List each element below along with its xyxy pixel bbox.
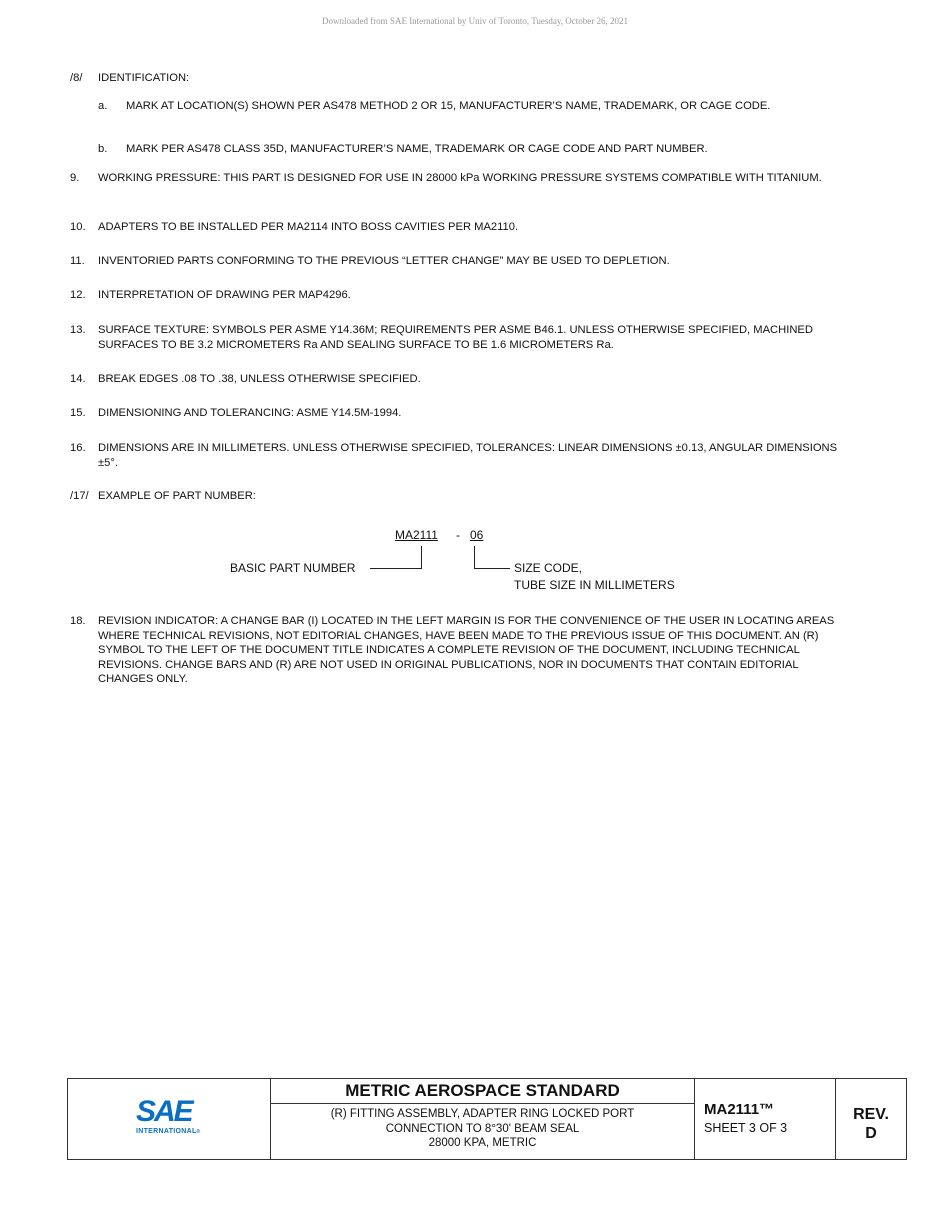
size-code-description: TUBE SIZE IN MILLIMETERS [514, 578, 675, 592]
note-text: DIMENSIONS ARE IN MILLIMETERS. UNLESS OTHERWISE SPECIFIED, TOLERANCES: LINEAR DIMENSIONS ±0.13, ANGULAR DIMENSIONS ±5°. [98, 442, 838, 469]
note-number: 16. [70, 442, 86, 454]
revision-block [836, 1105, 906, 1143]
note-text: REVISION INDICATOR: A CHANGE BAR (I) LOCATED IN THE LEFT MARGIN IS FOR THE CONVENIENCE OF THE USER IN LOCATING AREAS WHERE TECHNICAL REVISIONS, NOT EDITORIAL CHANGES, HAVE BEEN MADE TO THE PREVIOUS ISSUE OF THIS DOCUMENT. AN (R) SYMBOL TO THE LEFT OF THE DOCUMENT TITLE INDICATES A COMPLETE REVISION OF THE DOCUMENT, INCLUDING TECHNICAL REVISIONS. CHANGE BARS AND (R) ARE NOT USED IN ORIGINAL PUBLICATIONS, NOR IN DOCUMENTS THAT CONTAIN EDITORIAL CHANGES ONLY. [98, 615, 835, 685]
note-number: /8/ [70, 72, 83, 84]
note-17 [70, 489, 850, 504]
note-text: MARK AT LOCATION(S) SHOWN PER AS478 METHOD 2 OR 15, MANUFACTURER’S NAME, TRADEMARK, OR CAGE CODE. [126, 100, 771, 112]
size-code-label: SIZE CODE, [514, 561, 583, 575]
note-8b [98, 142, 818, 157]
registered-mark: ® [196, 1129, 201, 1135]
sae-logo [136, 1097, 216, 1141]
note-text: DIMENSIONING AND TOLERANCING: ASME Y14.5M-1994. [98, 407, 402, 419]
logo-cell [68, 1079, 271, 1159]
note-text: SURFACE TEXTURE: SYMBOLS PER ASME Y14.36M; REQUIREMENTS PER ASME B46.1. UNLESS OTHERWISE SPECIFIED, MACHINED SURFACES TO BE 3.2 MICROMETERS Ra AND SEALING SURFACE TO BE 1.6 MICROMETERS Ra. [98, 324, 813, 351]
note-number: a. [98, 100, 108, 112]
note-8 [70, 71, 850, 86]
note-8a [98, 99, 818, 114]
note-18 [70, 614, 850, 687]
note-text: ADAPTERS TO BE INSTALLED PER MA2114 INTO BOSS CAVITIES PER MA2110. [98, 221, 519, 233]
note-number: /17/ [70, 490, 89, 502]
sae-logo-wordmark: SAE [136, 1095, 192, 1128]
note-13 [70, 323, 850, 352]
note-text: BREAK EDGES .08 TO .38, UNLESS OTHERWISE SPECIFIED. [98, 373, 421, 385]
standard-title: METRIC AEROSPACE STANDARD [271, 1079, 694, 1104]
description-line-2: CONNECTION TO 8°30' BEAM SEAL [385, 1122, 580, 1135]
note-number: 14. [70, 373, 86, 385]
note-number: 9. [70, 172, 80, 184]
note-15 [70, 406, 850, 421]
note-number: 12. [70, 289, 86, 301]
document-number-cell [695, 1079, 836, 1159]
note-number: 13. [70, 324, 86, 336]
note-number: 11. [70, 255, 85, 267]
basic-part-number-label: BASIC PART NUMBER [230, 561, 356, 575]
note-number: 18. [70, 615, 86, 627]
note-11 [70, 254, 850, 269]
note-text: EXAMPLE OF PART NUMBER: [98, 490, 256, 502]
size-leader-horizontal [474, 568, 510, 569]
note-text: IDENTIFICATION: [98, 72, 190, 84]
basic-leader-vertical [421, 546, 422, 569]
sheet-number: SHEET 3 OF 3 [704, 1121, 788, 1135]
title-block [67, 1078, 907, 1160]
download-watermark: Downloaded from SAE International by Univ of Toronto, Tuesday, October 26, 2021 [321, 16, 629, 26]
note-10 [70, 220, 850, 235]
revision-value: D [865, 1125, 877, 1142]
document-number: MA2111™ [704, 1101, 775, 1118]
revision-label: REV. [853, 1106, 889, 1123]
description-line-3: 28000 KPA, METRIC [428, 1137, 537, 1149]
note-text: MARK PER AS478 CLASS 35D, MANUFACTURER’S NAME, TRADEMARK OR CAGE CODE AND PART NUMBER. [126, 143, 708, 155]
note-9 [70, 171, 850, 186]
size-leader-vertical [474, 546, 475, 569]
part-number-diagram [0, 520, 950, 600]
basic-part-number: MA2111 [395, 528, 438, 542]
note-text: INVENTORIED PARTS CONFORMING TO THE PREVIOUS “LETTER CHANGE” MAY BE USED TO DEPLETION. [98, 255, 670, 267]
sae-logo-subtext: INTERNATIONAL [136, 1128, 197, 1135]
title-cell [271, 1079, 695, 1159]
note-number: 10. [70, 221, 86, 233]
note-number: 15. [70, 407, 86, 419]
note-text: INTERPRETATION OF DRAWING PER MAP4296. [98, 289, 351, 301]
basic-leader-horizontal [370, 568, 422, 569]
note-number: b. [98, 143, 108, 155]
note-14 [70, 372, 850, 387]
note-text: WORKING PRESSURE: THIS PART IS DESIGNED FOR USE IN 28000 kPa WORKING PRESSURE SYSTEMS COMPATIBLE WITH TITANIUM. [98, 172, 822, 184]
note-12 [70, 288, 850, 303]
revision-cell [836, 1079, 906, 1159]
description-line-1: (R) FITTING ASSEMBLY, ADAPTER RING LOCKED PORT [330, 1108, 635, 1120]
note-16 [70, 441, 850, 470]
part-number-dash: - [456, 528, 460, 542]
document-description [271, 1107, 694, 1151]
size-code: 06 [470, 528, 484, 542]
